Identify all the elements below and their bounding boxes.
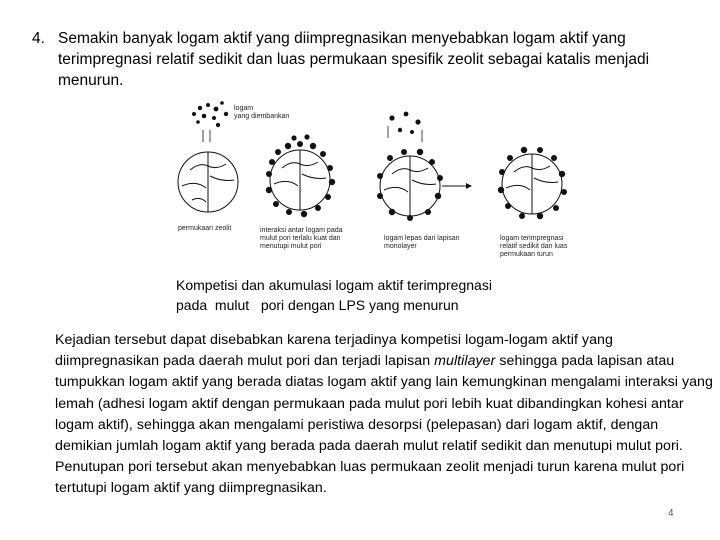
label-stage2-3: menutupi mulut pori: [260, 243, 322, 250]
label-stage2-1: interaksi antar logam pada: [260, 227, 343, 234]
zeolite-stage-1: [178, 152, 238, 212]
page-number: 4: [668, 508, 674, 519]
falling-metal-dots: [192, 101, 228, 127]
caption-line-1: Kompetisi dan akumulasi logam aktif terimpregnasi: [176, 277, 492, 293]
zeolite-stage-4: [502, 154, 562, 214]
point-number: 4.: [32, 30, 45, 47]
label-stage4-1: logam terimpregnasi: [500, 235, 564, 242]
label-stage3-1: logam lepas dari lapisan: [384, 235, 460, 242]
label-zeolite: permukaan zeolit: [178, 225, 232, 232]
body-text-part-1: Kejadian tersebut dapat disebabkan karena terjadinya kompetisi logam-logam aktif yang diimpregnasikan pada daerah mulut pori dan terjadi lapisan: [55, 332, 613, 370]
arrow-head-icon: [466, 183, 472, 189]
stage-3-released-dots: [389, 112, 420, 134]
zeolite-stage-3: [380, 156, 440, 216]
impregnation-diagram: [170, 100, 590, 270]
label-stage2-2: mulut pori terlalu kuat dan: [260, 235, 341, 242]
zeolite-stage-2: [270, 150, 330, 210]
point-text: Semakin banyak logam aktif yang diimpregnasikan menyebabkan logam aktif yang terimpregnasi relatif sedikit dan luas permukaan spesifik zeolit sebagai katalis menjadi menurun.: [58, 30, 650, 89]
figure-caption: [176, 275, 596, 315]
label-stage4-2: relatif sedikit dan luas: [500, 243, 568, 250]
body-italic-term: multilayer: [434, 353, 496, 370]
label-metal-bottom: yang diembankan: [234, 113, 290, 120]
label-stage3-2: monolayer: [384, 243, 417, 250]
body-text-part-2: sehingga pada lapisan atau tumpukkan logam aktif yang berada diatas logam aktif yang lain kemungkinan mengalami interaksi yang lemah (adhesi logam aktif dengan permukaan pada mulut pori lebih kuat dibandingkan kohesi antar logam aktif), sehingga akan mengalami peristiwa desorpsi (pelepasan) dari logam aktif, dengan demikian jumlah logam aktif yang berada pada daerah mulut relatif sedikit dan menutupi mulut pori. Penutupan pori tersebut akan menyebabkan luas permukaan zeolit menjadi turun karena mulut pori tertutupi logam aktif yang diimpregnasikan.: [55, 353, 713, 497]
label-stage4-3: permukaan turun: [500, 251, 553, 258]
caption-line-2: pada mulut pori dengan LPS yang menurun: [176, 297, 459, 313]
body-paragraph: [55, 330, 715, 500]
diagram-svg: [170, 100, 590, 270]
label-metal-top: logam: [234, 105, 254, 112]
